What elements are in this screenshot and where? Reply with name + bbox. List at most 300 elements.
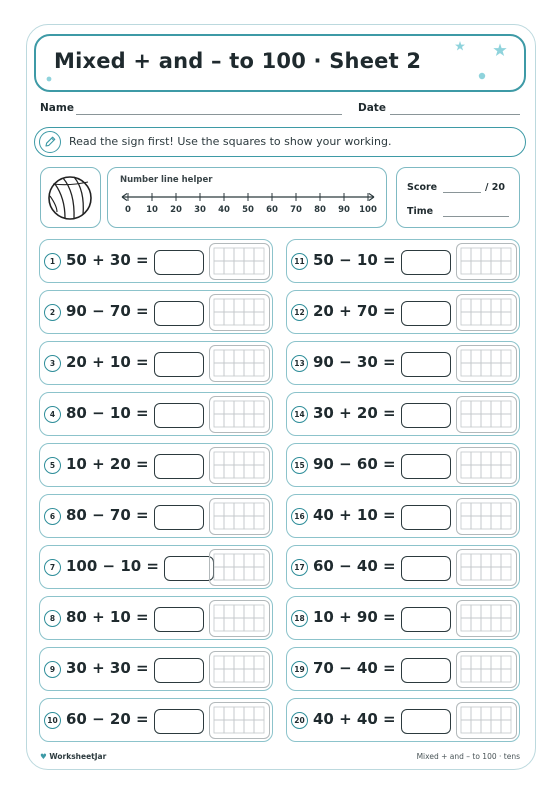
- problem-card: [39, 392, 273, 436]
- problem-card: [286, 698, 520, 742]
- grid-cell: [214, 656, 224, 669]
- grid-cell: [214, 720, 224, 733]
- problem-equation: 80 + 10 =: [66, 608, 149, 626]
- date-label: Date: [358, 102, 386, 114]
- working-grid[interactable]: [209, 651, 270, 688]
- grid-cell: [234, 465, 244, 478]
- grid-cell: [481, 618, 491, 631]
- grid-cell: [214, 312, 224, 325]
- grid-cell: [471, 312, 481, 325]
- grid-cell: [214, 299, 224, 312]
- grid-cell: [481, 554, 491, 567]
- grid-cell: [491, 465, 501, 478]
- grid-cell: [461, 707, 471, 720]
- grid-cell: [254, 414, 264, 427]
- grid-cell: [471, 299, 481, 312]
- answer-box[interactable]: [401, 454, 451, 479]
- working-grid[interactable]: [209, 447, 270, 484]
- grid-cell: [501, 363, 511, 376]
- grid-cell: [481, 414, 491, 427]
- problem-card: [39, 443, 273, 487]
- working-grid[interactable]: [456, 345, 517, 382]
- grid-cell: [471, 618, 481, 631]
- heart-icon: ♥: [40, 752, 47, 761]
- grid-cell: [224, 605, 234, 618]
- grid-cell: [491, 516, 501, 529]
- grid-cell: [501, 299, 511, 312]
- grid-cell: [471, 707, 481, 720]
- grid-cell: [234, 452, 244, 465]
- grid-cell: [471, 452, 481, 465]
- grid-cell: [491, 503, 501, 516]
- grid-cell: [491, 707, 501, 720]
- working-grid[interactable]: [456, 498, 517, 535]
- answer-box[interactable]: [401, 250, 451, 275]
- grid-cell: [224, 516, 234, 529]
- answer-box[interactable]: [401, 607, 451, 632]
- answer-box[interactable]: [401, 301, 451, 326]
- problem-card: [286, 545, 520, 589]
- problem-number: 3: [44, 355, 61, 372]
- problem-number: 8: [44, 610, 61, 627]
- grid-cell: [461, 554, 471, 567]
- grid-cell: [471, 350, 481, 363]
- name-label: Name: [40, 102, 74, 114]
- grid-cell: [254, 669, 264, 682]
- grid-cell: [214, 414, 224, 427]
- answer-box[interactable]: [164, 556, 214, 581]
- problem-equation: 50 + 30 =: [66, 251, 149, 269]
- grid-cell: [471, 554, 481, 567]
- problem-equation: 80 − 10 =: [66, 404, 149, 422]
- grid-cell: [501, 350, 511, 363]
- grid-cell: [254, 261, 264, 274]
- problem-equation: 90 − 70 =: [66, 302, 149, 320]
- grid-cell: [491, 299, 501, 312]
- problem-equation: 90 − 60 =: [313, 455, 396, 473]
- answer-box[interactable]: [401, 403, 451, 428]
- grid-cell: [234, 656, 244, 669]
- grid-cell: [214, 363, 224, 376]
- grid-cell: [224, 503, 234, 516]
- number-line-label: 30: [194, 205, 206, 215]
- grid-cell: [254, 554, 264, 567]
- grid-cell: [491, 452, 501, 465]
- grid-cell: [461, 363, 471, 376]
- answer-box[interactable]: [154, 454, 204, 479]
- grid-cell: [254, 248, 264, 261]
- grid-cell: [461, 261, 471, 274]
- grid-cell: [224, 363, 234, 376]
- problem-equation: 60 − 40 =: [313, 557, 396, 575]
- problem-number: 12: [291, 304, 308, 321]
- grid-cell: [501, 605, 511, 618]
- problem-number: 18: [291, 610, 308, 627]
- grid-cell: [244, 618, 254, 631]
- grid-cell: [501, 516, 511, 529]
- working-grid[interactable]: [456, 396, 517, 433]
- grid-cell: [501, 720, 511, 733]
- problem-equation: 60 − 20 =: [66, 710, 149, 728]
- problem-card: [39, 596, 273, 640]
- grid-cell: [234, 350, 244, 363]
- grid-cell: [234, 516, 244, 529]
- answer-box[interactable]: [154, 301, 204, 326]
- grid-cell: [461, 414, 471, 427]
- problem-equation: 10 + 90 =: [313, 608, 396, 626]
- grid-cell: [224, 720, 234, 733]
- grid-cell: [214, 248, 224, 261]
- problem-number: 11: [291, 253, 308, 270]
- grid-cell: [234, 414, 244, 427]
- answer-box[interactable]: [154, 709, 204, 734]
- grid-cell: [471, 363, 481, 376]
- answer-box[interactable]: [401, 556, 451, 581]
- grid-cell: [461, 401, 471, 414]
- problem-number: 7: [44, 559, 61, 576]
- grid-cell: [224, 414, 234, 427]
- problem-number: 20: [291, 712, 308, 729]
- answer-box[interactable]: [154, 352, 204, 377]
- grid-cell: [481, 669, 491, 682]
- problem-equation: 50 − 10 =: [313, 251, 396, 269]
- grid-cell: [461, 669, 471, 682]
- grid-cell: [244, 414, 254, 427]
- grid-cell: [491, 312, 501, 325]
- working-grid[interactable]: [456, 447, 517, 484]
- score-label: Score: [407, 182, 438, 193]
- grid-cell: [501, 414, 511, 427]
- working-grid[interactable]: [456, 294, 517, 331]
- problem-card: [39, 494, 273, 538]
- grid-cell: [471, 248, 481, 261]
- number-line-label: 60: [266, 205, 278, 215]
- grid-cell: [501, 669, 511, 682]
- grid-cell: [214, 465, 224, 478]
- number-line-label: 0: [125, 205, 131, 215]
- grid-cell: [501, 261, 511, 274]
- grid-cell: [254, 516, 264, 529]
- grid-cell: [481, 503, 491, 516]
- grid-cell: [461, 465, 471, 478]
- grid-cell: [481, 363, 491, 376]
- grid-cell: [491, 401, 501, 414]
- answer-box[interactable]: [154, 403, 204, 428]
- number-line-label: 20: [170, 205, 182, 215]
- grid-cell: [501, 707, 511, 720]
- grid-cell: [234, 554, 244, 567]
- grid-cell: [214, 401, 224, 414]
- problem-card: [39, 647, 273, 691]
- grid-cell: [254, 312, 264, 325]
- problem-card: [286, 596, 520, 640]
- grid-cell: [224, 452, 234, 465]
- answer-box[interactable]: [154, 505, 204, 530]
- grid-cell: [461, 299, 471, 312]
- grid-cell: [244, 465, 254, 478]
- grid-cell: [461, 516, 471, 529]
- working-grid[interactable]: [209, 396, 270, 433]
- grid-cell: [214, 605, 224, 618]
- problem-number: 10: [44, 712, 61, 729]
- grid-cell: [224, 248, 234, 261]
- grid-cell: [491, 261, 501, 274]
- grid-cell: [491, 414, 501, 427]
- problem-card: [286, 290, 520, 334]
- grid-cell: [254, 707, 264, 720]
- problem-number: 13: [291, 355, 308, 372]
- answer-box[interactable]: [401, 505, 451, 530]
- grid-cell: [214, 261, 224, 274]
- footer-caption: Mixed + and – to 100 · tens: [416, 752, 520, 761]
- grid-cell: [491, 567, 501, 580]
- grid-cell: [244, 656, 254, 669]
- grid-cell: [254, 567, 264, 580]
- grid-cell: [244, 720, 254, 733]
- grid-cell: [214, 452, 224, 465]
- problem-equation: 80 − 70 =: [66, 506, 149, 524]
- grid-cell: [461, 567, 471, 580]
- grid-cell: [214, 567, 224, 580]
- working-grid[interactable]: [209, 294, 270, 331]
- working-grid[interactable]: [456, 243, 517, 280]
- answer-box[interactable]: [401, 709, 451, 734]
- problem-card: [286, 647, 520, 691]
- problem-number: 14: [291, 406, 308, 423]
- grid-cell: [461, 503, 471, 516]
- grid-cell: [254, 299, 264, 312]
- grid-cell: [244, 554, 254, 567]
- grid-cell: [461, 452, 471, 465]
- problem-card: [39, 290, 273, 334]
- grid-cell: [234, 401, 244, 414]
- problem-card: [39, 545, 273, 589]
- grid-cell: [481, 656, 491, 669]
- problem-number: 16: [291, 508, 308, 525]
- grid-cell: [244, 567, 254, 580]
- grid-cell: [254, 350, 264, 363]
- grid-cell: [234, 312, 244, 325]
- grid-cell: [254, 465, 264, 478]
- grid-cell: [244, 452, 254, 465]
- working-grid[interactable]: [209, 345, 270, 382]
- number-line-label: 40: [218, 205, 230, 215]
- grid-cell: [214, 707, 224, 720]
- grid-cell: [471, 656, 481, 669]
- grid-cell: [491, 669, 501, 682]
- grid-cell: [214, 554, 224, 567]
- grid-cell: [254, 452, 264, 465]
- grid-cell: [491, 248, 501, 261]
- problem-card: [286, 341, 520, 385]
- grid-cell: [501, 503, 511, 516]
- score-total: / 20: [485, 182, 505, 193]
- grid-cell: [481, 299, 491, 312]
- brand-name: WorksheetJar: [49, 752, 107, 761]
- grid-cell: [234, 618, 244, 631]
- time-label: Time: [407, 206, 434, 217]
- grid-cell: [234, 248, 244, 261]
- grid-cell: [461, 605, 471, 618]
- grid-cell: [481, 605, 491, 618]
- grid-cell: [501, 656, 511, 669]
- grid-cell: [244, 401, 254, 414]
- answer-box[interactable]: [401, 658, 451, 683]
- grid-cell: [234, 363, 244, 376]
- grid-cell: [461, 618, 471, 631]
- number-line-label: 50: [242, 205, 254, 215]
- footer-brand: [40, 752, 106, 761]
- grid-cell: [461, 656, 471, 669]
- problem-equation: 20 + 70 =: [313, 302, 396, 320]
- grid-cell: [471, 720, 481, 733]
- problem-number: 9: [44, 661, 61, 678]
- grid-cell: [214, 669, 224, 682]
- grid-cell: [491, 720, 501, 733]
- number-line-label: 70: [290, 205, 302, 215]
- grid-cell: [471, 567, 481, 580]
- grid-cell: [481, 248, 491, 261]
- grid-cell: [254, 503, 264, 516]
- grid-cell: [214, 503, 224, 516]
- problem-card: [286, 494, 520, 538]
- grid-cell: [501, 618, 511, 631]
- grid-cell: [471, 401, 481, 414]
- answer-box[interactable]: [154, 658, 204, 683]
- grid-cell: [224, 656, 234, 669]
- grid-cell: [224, 618, 234, 631]
- grid-cell: [244, 669, 254, 682]
- problem-equation: 40 + 40 =: [313, 710, 396, 728]
- grid-cell: [471, 465, 481, 478]
- problem-number: 15: [291, 457, 308, 474]
- grid-cell: [461, 248, 471, 261]
- grid-cell: [481, 567, 491, 580]
- problem-equation: 40 + 10 =: [313, 506, 396, 524]
- grid-cell: [224, 669, 234, 682]
- grid-cell: [254, 363, 264, 376]
- grid-cell: [244, 503, 254, 516]
- grid-cell: [491, 605, 501, 618]
- grid-cell: [244, 312, 254, 325]
- grid-cell: [471, 261, 481, 274]
- grid-cell: [471, 516, 481, 529]
- number-line-label: 90: [338, 205, 350, 215]
- problem-equation: 10 + 20 =: [66, 455, 149, 473]
- grid-cell: [234, 567, 244, 580]
- problem-number: 17: [291, 559, 308, 576]
- grid-cell: [461, 350, 471, 363]
- grid-cell: [234, 720, 244, 733]
- working-grid[interactable]: [209, 702, 270, 739]
- working-grid[interactable]: [456, 702, 517, 739]
- working-grid[interactable]: [456, 549, 517, 586]
- instruction-text: Read the sign first! Use the squares to show your working.: [69, 135, 392, 148]
- working-grid[interactable]: [209, 498, 270, 535]
- grid-cell: [481, 516, 491, 529]
- answer-box[interactable]: [401, 352, 451, 377]
- problem-number: 19: [291, 661, 308, 678]
- grid-cell: [491, 350, 501, 363]
- grid-cell: [481, 465, 491, 478]
- grid-cell: [491, 554, 501, 567]
- page-title: Mixed + and – to 100 · Sheet 2: [54, 49, 422, 73]
- grid-cell: [501, 248, 511, 261]
- grid-cell: [224, 299, 234, 312]
- working-grid[interactable]: [209, 600, 270, 637]
- grid-cell: [224, 567, 234, 580]
- grid-cell: [481, 312, 491, 325]
- number-line-label: 100: [359, 205, 377, 215]
- grid-cell: [481, 350, 491, 363]
- grid-cell: [224, 350, 234, 363]
- grid-cell: [471, 503, 481, 516]
- problem-card: [286, 392, 520, 436]
- working-grid[interactable]: [456, 651, 517, 688]
- number-line-label: 10: [146, 205, 158, 215]
- problem-equation: 100 − 10 =: [66, 557, 159, 575]
- grid-cell: [254, 401, 264, 414]
- grid-cell: [481, 720, 491, 733]
- grid-cell: [254, 618, 264, 631]
- grid-cell: [214, 350, 224, 363]
- number-line-caption: Number line helper: [120, 175, 213, 185]
- grid-cell: [244, 299, 254, 312]
- grid-cell: [501, 452, 511, 465]
- grid-cell: [501, 312, 511, 325]
- problem-equation: 20 + 10 =: [66, 353, 149, 371]
- grid-cell: [234, 503, 244, 516]
- grid-cell: [224, 261, 234, 274]
- grid-cell: [481, 707, 491, 720]
- grid-cell: [481, 452, 491, 465]
- problem-number: 4: [44, 406, 61, 423]
- grid-cell: [254, 720, 264, 733]
- answer-box[interactable]: [154, 250, 204, 275]
- grid-cell: [234, 605, 244, 618]
- working-grid[interactable]: [209, 549, 270, 586]
- grid-cell: [244, 605, 254, 618]
- grid-cell: [224, 707, 234, 720]
- grid-cell: [254, 656, 264, 669]
- grid-cell: [214, 516, 224, 529]
- grid-cell: [234, 261, 244, 274]
- grid-cell: [254, 605, 264, 618]
- problem-equation: 30 + 20 =: [313, 404, 396, 422]
- grid-cell: [244, 707, 254, 720]
- problem-card: [286, 443, 520, 487]
- grid-cell: [234, 707, 244, 720]
- grid-cell: [224, 312, 234, 325]
- problem-card: [286, 239, 520, 283]
- grid-cell: [491, 363, 501, 376]
- problem-card: [39, 341, 273, 385]
- answer-box[interactable]: [154, 607, 204, 632]
- problem-number: 5: [44, 457, 61, 474]
- grid-cell: [501, 465, 511, 478]
- grid-cell: [244, 248, 254, 261]
- working-grid[interactable]: [456, 600, 517, 637]
- problem-number: 1: [44, 253, 61, 270]
- grid-cell: [501, 567, 511, 580]
- grid-cell: [501, 401, 511, 414]
- grid-cell: [471, 669, 481, 682]
- grid-cell: [491, 618, 501, 631]
- working-grid[interactable]: [209, 243, 270, 280]
- number-line-label: 80: [314, 205, 326, 215]
- problem-equation: 30 + 30 =: [66, 659, 149, 677]
- grid-cell: [491, 656, 501, 669]
